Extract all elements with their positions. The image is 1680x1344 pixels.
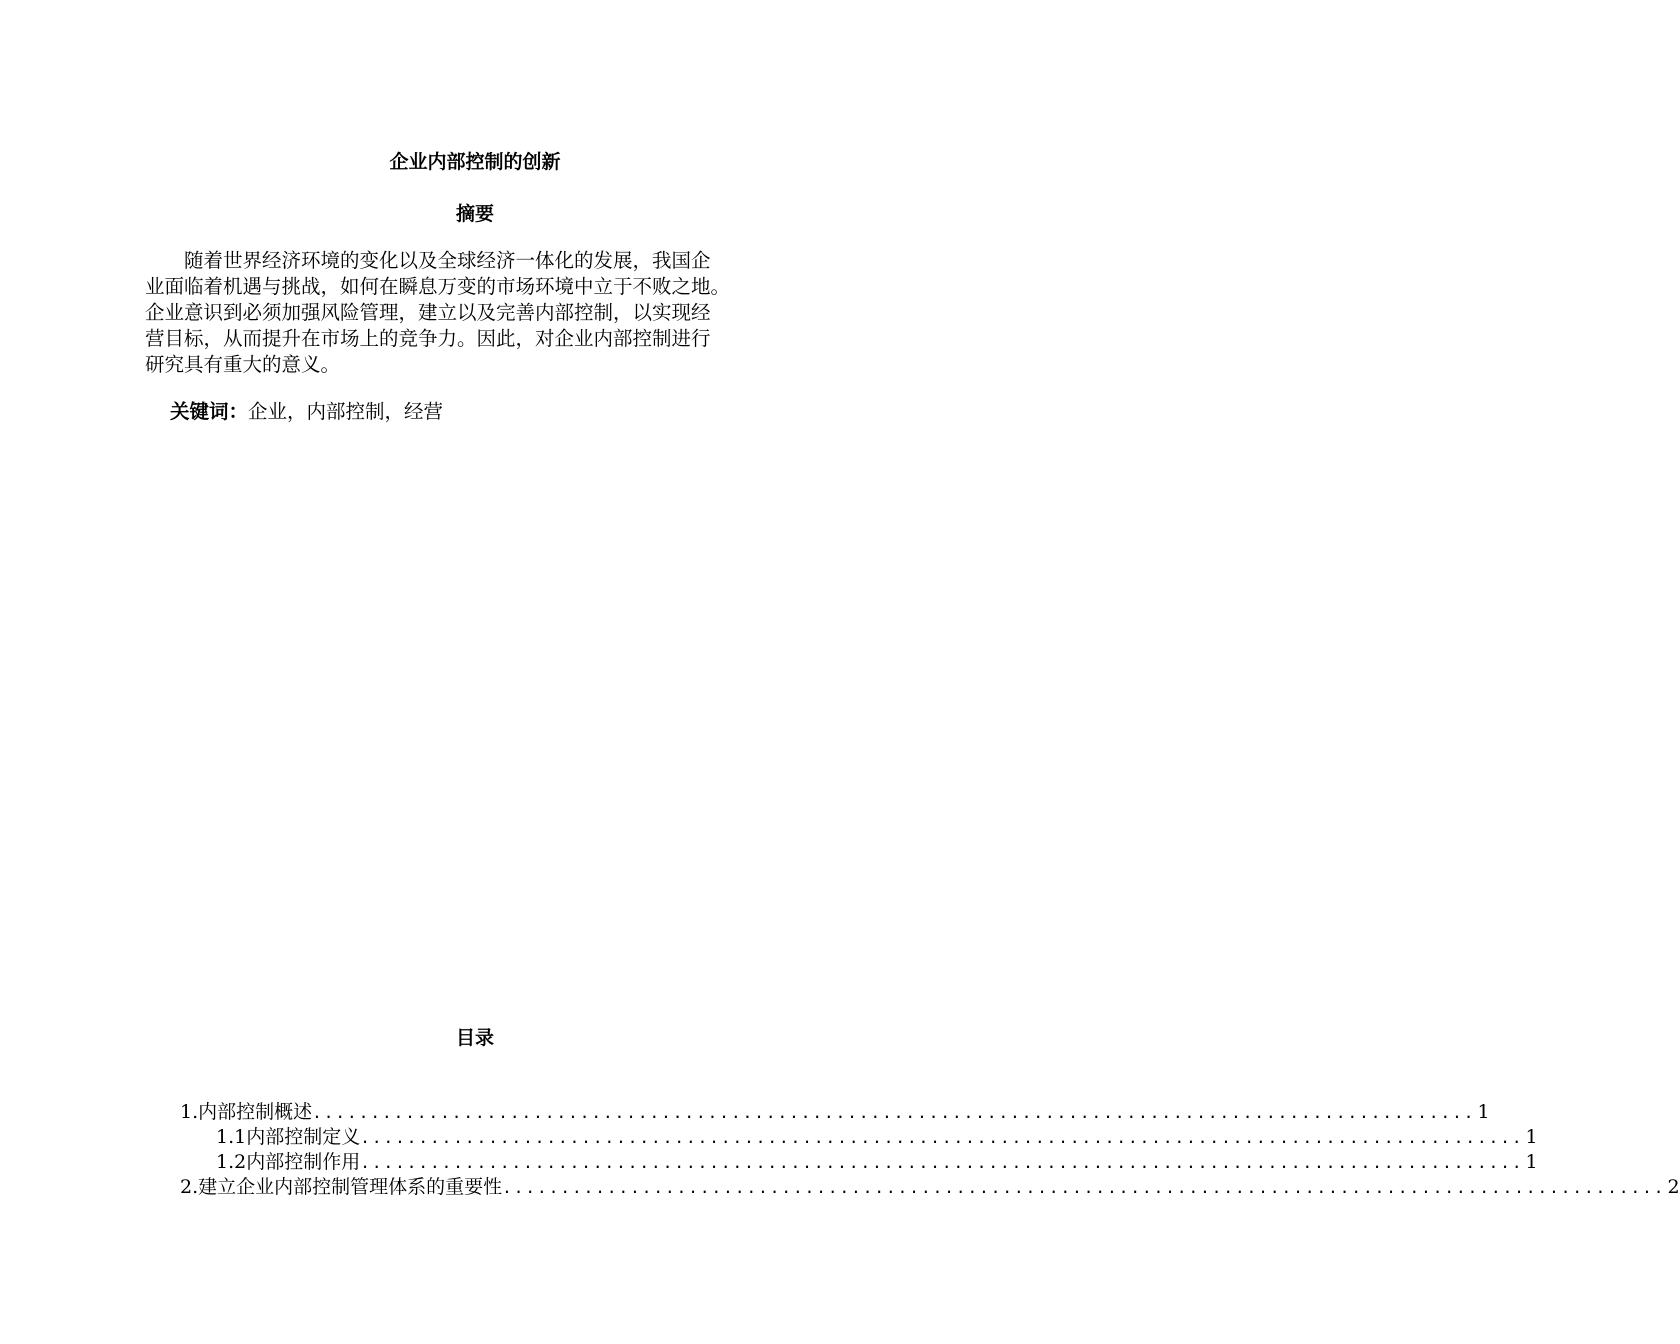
toc-entry-text: 内部控制定义	[246, 1126, 361, 1148]
toc-leader-dots: ....................................................................................................	[360, 1128, 1524, 1147]
toc-leader-dots: ....................................................................................................	[360, 1153, 1524, 1172]
toc-entry[interactable]	[180, 1150, 1538, 1175]
toc-entry-number: 1.2	[216, 1151, 247, 1173]
toc-leader-dots: ....................................................................................................	[502, 1178, 1666, 1197]
toc-leader-dots: ....................................................................................................	[312, 1103, 1476, 1122]
toc-entry-number: 2.	[180, 1176, 199, 1198]
abstract-line: 研究具有重大的意义。	[145, 353, 341, 376]
toc-entry-number: 1.1	[216, 1126, 247, 1148]
toc-entry[interactable]	[180, 1100, 1490, 1125]
toc-entry-page: 1	[1525, 1151, 1538, 1173]
toc-entry[interactable]	[180, 1125, 1538, 1150]
toc-entry-number: 1.	[180, 1101, 199, 1123]
keywords-value: 企业，内部控制，经营	[248, 400, 444, 423]
toc-entry-text: 内部控制概述	[198, 1101, 313, 1123]
abstract-line: 企业意识到必须加强风险管理，建立以及完善内部控制，以实现经	[145, 301, 711, 324]
toc-heading: 目录	[455, 1027, 494, 1049]
abstract-line: 营目标，从而提升在市场上的竞争力。因此，对企业内部控制进行	[145, 327, 711, 350]
document-title: 企业内部控制的创新	[389, 151, 561, 173]
toc-entry-text: 内部控制作用	[246, 1151, 361, 1173]
toc-entry-page: 1	[1525, 1126, 1538, 1148]
toc-entry[interactable]	[180, 1175, 1680, 1200]
abstract-body	[145, 248, 815, 378]
table-of-contents	[180, 1100, 1680, 1200]
toc-entry-text: 建立企业内部控制管理体系的重要性	[198, 1176, 503, 1198]
keywords	[170, 398, 443, 426]
abstract-heading: 摘要	[455, 203, 494, 225]
abstract-line: 业面临着机遇与挑战，如何在瞬息万变的市场环境中立于不败之地。	[145, 275, 731, 298]
toc-entry-page: 2	[1667, 1176, 1680, 1198]
keywords-label: 关键词：	[170, 400, 249, 423]
abstract-line: 随着世界经济环境的变化以及全球经济一体化的发展，我国企	[145, 249, 711, 272]
toc-entry-page: 1	[1477, 1101, 1490, 1123]
